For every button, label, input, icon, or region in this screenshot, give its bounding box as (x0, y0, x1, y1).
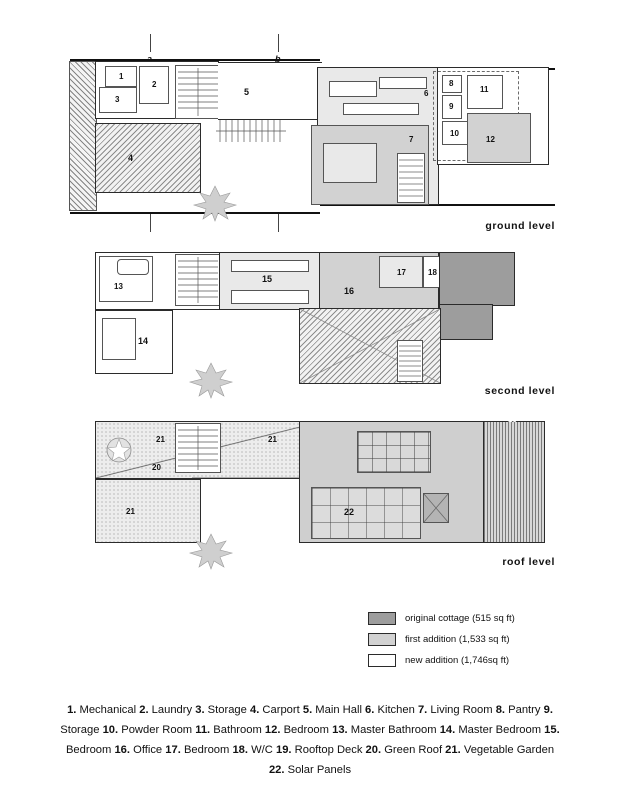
tag-3: 3 (115, 95, 120, 104)
key-num-15: 15. (544, 724, 560, 736)
solar-array-lower (312, 488, 420, 538)
tag-4: 4 (128, 153, 134, 163)
key-label-2: Laundry (151, 704, 193, 716)
key-num-16: 16. (114, 744, 131, 756)
terrace-stair (398, 341, 422, 381)
stair-treads-icon (398, 341, 422, 381)
tag-14: 14 (138, 336, 149, 346)
room-key-list (58, 700, 562, 780)
second-level-plan (0, 245, 620, 400)
key-entry-1 (67, 704, 136, 716)
key-label-5: Main Hall (315, 704, 362, 716)
tag-17: 17 (397, 268, 406, 277)
rooftop-deck (484, 422, 544, 542)
tag-10: 10 (450, 129, 459, 138)
key-label-1: Mechanical (79, 704, 137, 716)
ground-level-plan (0, 26, 620, 234)
key-entry-8 (496, 704, 541, 716)
tag-15: 15 (262, 274, 273, 284)
key-label-16: Office (133, 744, 163, 756)
roof-below-dark-lower (440, 305, 492, 339)
key-num-21: 21. (445, 744, 461, 756)
key-num-8: 8. (495, 704, 506, 716)
roof-below-dark (440, 253, 514, 305)
second-level-label: second level (484, 385, 555, 397)
tree-icon (192, 184, 238, 222)
key-num-13: 13. (332, 724, 348, 736)
legend-item-original (368, 612, 608, 625)
tag-7: 7 (409, 135, 414, 144)
key-num-1: 1. (67, 704, 77, 716)
key-num-20: 20. (365, 744, 382, 756)
key-label-4: Carport (262, 704, 300, 716)
roof-level-label: roof level (502, 556, 555, 568)
tag-21-c: 21 (126, 507, 135, 516)
stair-treads-icon (398, 154, 424, 202)
stair-run-icon (216, 118, 288, 144)
key-label-8: Pantry (508, 704, 541, 716)
key-num-11: 11. (195, 724, 211, 736)
key-label-11: Bathroom (213, 724, 262, 736)
solar-array-upper (358, 432, 430, 472)
key-entry-22 (269, 764, 351, 776)
key-num-9: 9. (543, 704, 553, 716)
legend-item-new-addition (368, 654, 608, 667)
key-label-7: Living Room (430, 704, 493, 716)
tag-8: 8 (449, 79, 454, 88)
key-label-21: Vegetable Garden (463, 744, 555, 756)
tree-icon (188, 361, 234, 399)
key-label-20: Green Roof (384, 744, 443, 756)
key-label-12: Bedroom (283, 724, 329, 736)
key-entry-4 (250, 704, 300, 716)
legend-swatch-first-addition (368, 633, 396, 646)
key-label-10: Powder Room (121, 724, 193, 736)
key-num-19: 19. (275, 744, 292, 756)
key-num-12: 12. (264, 724, 281, 736)
key-num-4: 4. (249, 704, 260, 716)
roof-vegetable-garden-lower (96, 480, 200, 542)
key-label-14: Master Bedroom (458, 724, 542, 736)
tag-1: 1 (119, 72, 124, 81)
closet-run-top (232, 261, 308, 271)
tag-9: 9 (449, 102, 454, 111)
roof-level-plan (0, 412, 620, 577)
key-entry-14 (440, 724, 541, 736)
tree-symbol-roof (188, 532, 234, 570)
key-entry-6 (365, 704, 415, 716)
stair-treads-icon (176, 424, 220, 472)
sofa-furniture (324, 144, 376, 182)
tree-icon (188, 532, 234, 570)
tag-16: 16 (344, 286, 355, 296)
tag-21-a: 21 (156, 435, 165, 444)
key-num-17: 17. (165, 744, 181, 756)
roof-hatch-opening (424, 494, 448, 522)
key-entry-5 (303, 704, 362, 716)
section-tick-a-bottom (150, 214, 151, 232)
key-entry-19 (276, 744, 362, 756)
key-num-22: 22. (268, 764, 285, 776)
key-entry-7 (418, 704, 493, 716)
tag-19: 19 (508, 415, 517, 424)
key-entry-20 (366, 744, 443, 756)
key-entry-10 (103, 724, 193, 736)
legend-label-new-addition: new addition (1,746sq ft) (405, 655, 510, 666)
key-num-10: 10. (102, 724, 119, 736)
site-line-bottom-right (320, 204, 555, 206)
key-num-14: 14. (439, 724, 456, 736)
legend-label-original: original cottage (515 sq ft) (405, 613, 515, 624)
ground-level-label: ground level (485, 220, 555, 232)
roof-stair (176, 424, 220, 472)
kitchen-counter-a (330, 82, 376, 96)
tree-symbol-second (188, 361, 234, 399)
key-label-17: Bedroom (183, 744, 230, 756)
key-entry-13 (332, 724, 436, 736)
bed-furniture (103, 319, 135, 359)
stair-treads-icon (176, 255, 220, 305)
room-bedroom-12 (468, 114, 530, 162)
key-label-18: W/C (251, 744, 273, 756)
west-paving-strip (70, 62, 96, 210)
tag-12: 12 (486, 135, 495, 144)
tag-20: 20 (152, 463, 161, 472)
room-main-hall (218, 62, 322, 120)
key-label-13: Master Bathroom (350, 724, 437, 736)
key-entry-3 (195, 704, 247, 716)
key-entry-11 (195, 724, 262, 736)
section-tick-b-bottom (278, 214, 279, 232)
second-stair (176, 255, 220, 305)
hall-stair (216, 118, 288, 144)
roof-hatch-icon (424, 494, 448, 522)
key-entry-17 (165, 744, 229, 756)
tag-21-b: 21 (268, 435, 277, 444)
tag-22: 22 (344, 507, 355, 517)
site-line-top (70, 59, 320, 61)
key-label-9: Storage (60, 724, 100, 736)
key-label-6: Kitchen (377, 704, 415, 716)
cottage-stair (176, 66, 220, 118)
key-label-3: Storage (207, 704, 247, 716)
kitchen-island (344, 104, 418, 114)
tag-2: 2 (152, 80, 157, 89)
legend-swatch-original (368, 612, 396, 625)
tag-18: 18 (428, 268, 437, 277)
roof-planter-symbol (104, 436, 134, 464)
key-num-5: 5. (302, 704, 313, 716)
legend (368, 612, 608, 675)
section-tick-a-top (150, 34, 151, 52)
key-entry-12 (265, 724, 329, 736)
key-num-18: 18. (232, 744, 249, 756)
key-num-7: 7. (417, 704, 428, 716)
legend-swatch-new-addition (368, 654, 396, 667)
legend-item-first-addition (368, 633, 608, 646)
key-label-15: Bedroom (65, 744, 112, 756)
key-entry-16 (114, 744, 162, 756)
key-entry-18 (232, 744, 272, 756)
tag-11: 11 (480, 85, 489, 94)
section-tick-b-top (278, 34, 279, 52)
tag-5: 5 (244, 87, 250, 97)
bath-fixture (118, 260, 148, 274)
room-carport (96, 124, 200, 192)
key-num-6: 6. (365, 704, 375, 716)
key-label-22: Solar Panels (287, 764, 352, 776)
key-num-3: 3. (195, 704, 205, 716)
stair-treads-icon (176, 66, 220, 118)
legend-label-first-addition: first addition (1,533 sq ft) (405, 634, 510, 645)
living-stair (398, 154, 424, 202)
key-entry-21 (445, 744, 554, 756)
kitchen-counter-b (380, 78, 426, 88)
tree-symbol-ground (192, 184, 238, 222)
key-entry-2 (139, 704, 192, 716)
key-num-2: 2. (139, 704, 149, 716)
key-label-19: Rooftop Deck (294, 744, 363, 756)
shrub-icon (104, 436, 134, 464)
tag-6: 6 (424, 89, 429, 98)
tag-13: 13 (114, 282, 123, 291)
closet-run-bottom (232, 291, 308, 303)
